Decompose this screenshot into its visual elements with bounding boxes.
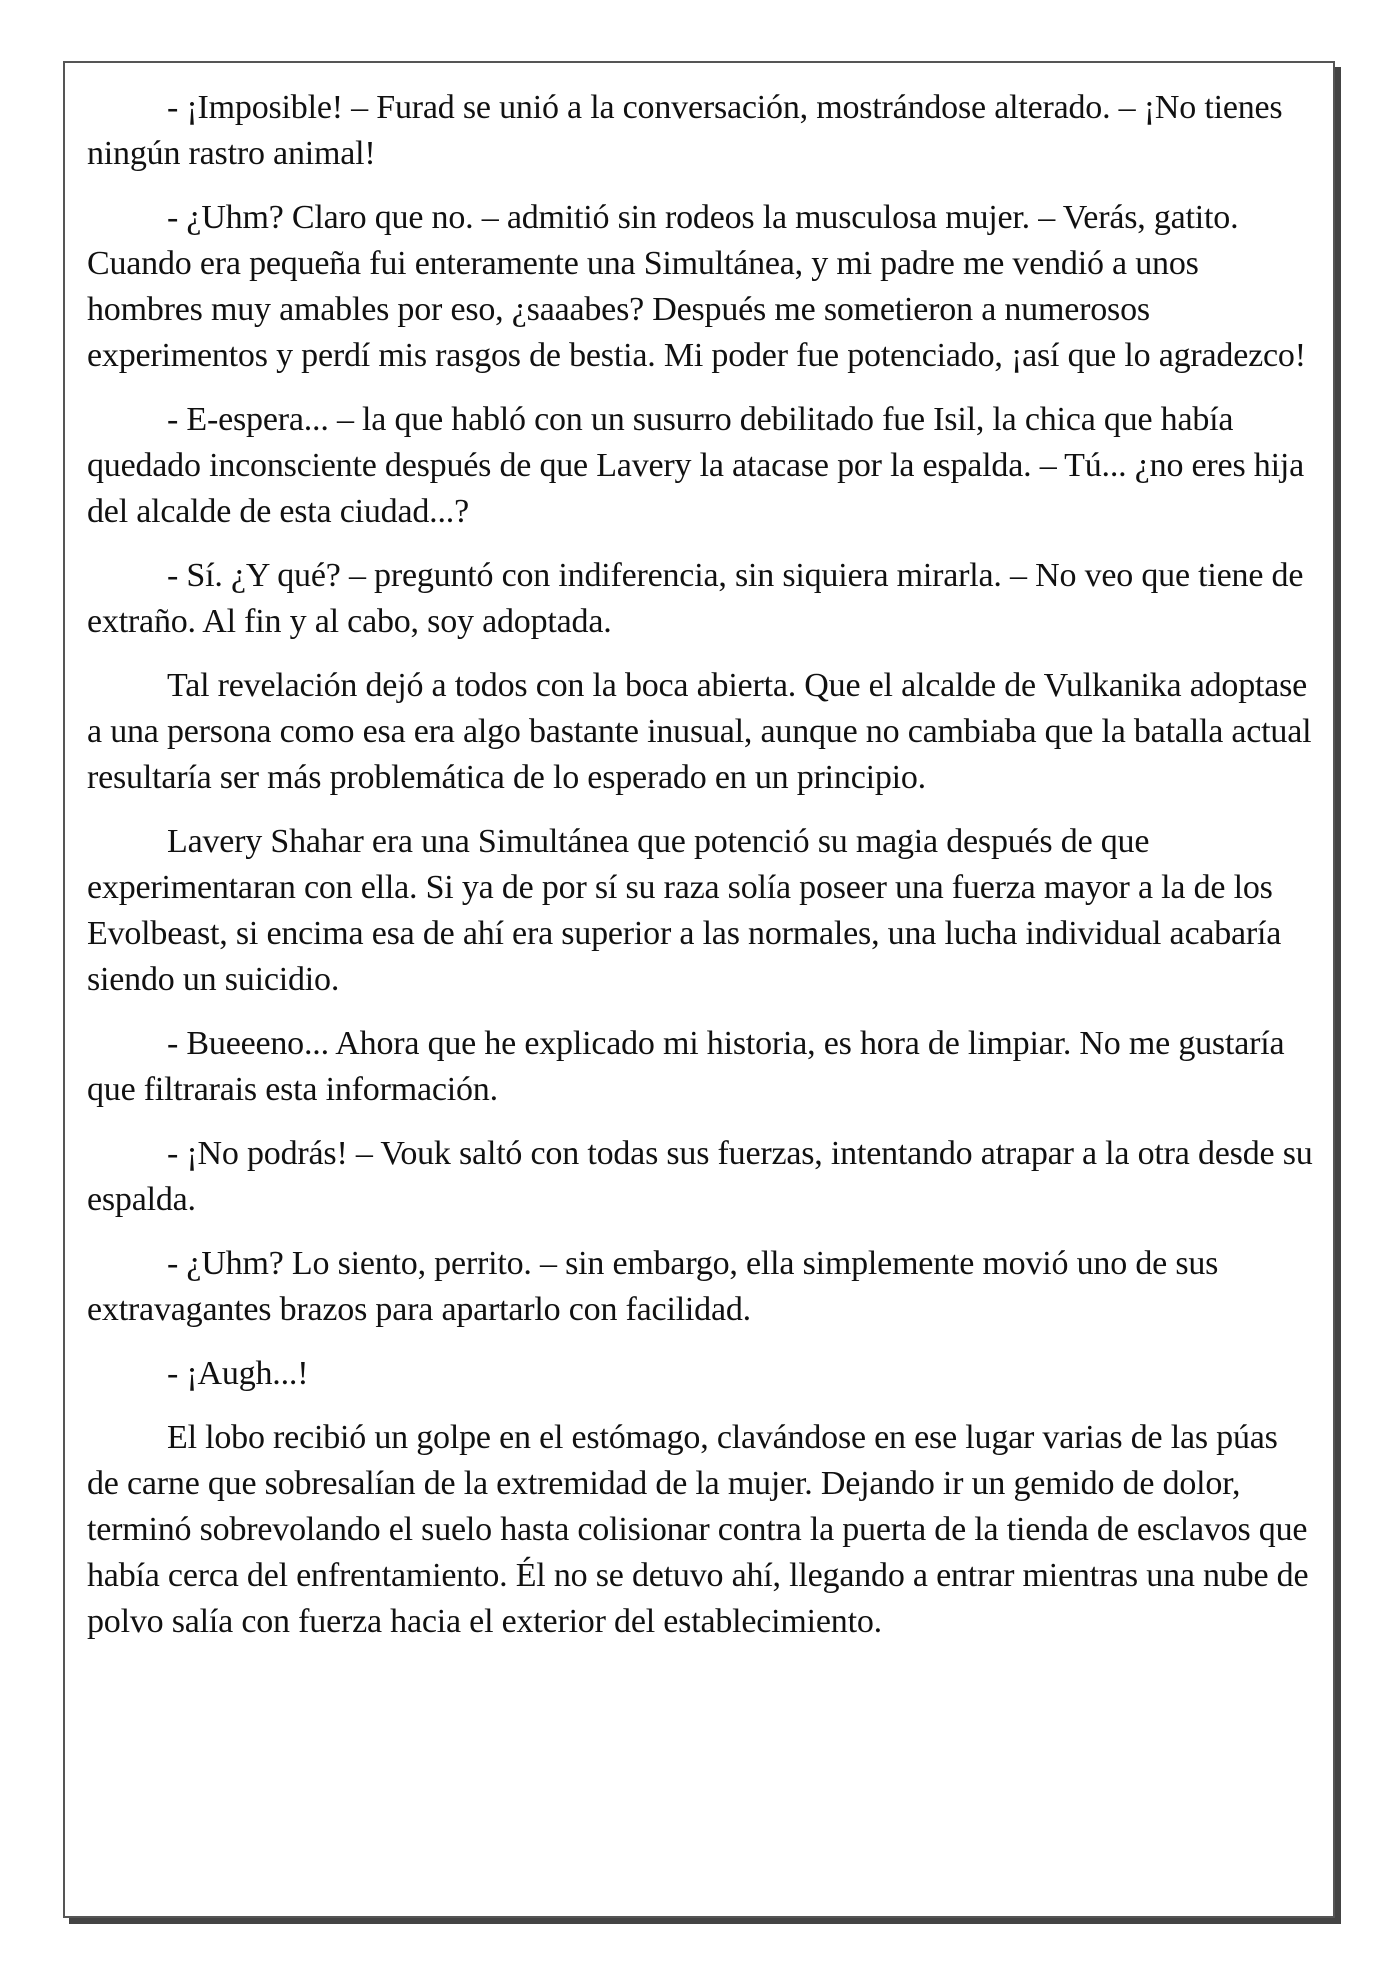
paragraph: - ¡No podrás! – Vouk saltó con todas sus fuerzas, intentando atrapar a la otra desde su espalda.: [87, 1135, 1313, 1218]
paragraph: - ¿Uhm? Lo siento, perrito. – sin embargo, ella simplemente movió uno de sus extravagantes brazos para apartarlo con facilidad.: [87, 1245, 1219, 1328]
paragraph: - Sí. ¿Y qué? – preguntó con indiferencia, sin siquiera mirarla. – No veo que tiene de extraño. Al fin y al cabo, soy adoptada.: [87, 557, 1304, 640]
page-frame: [63, 61, 1335, 1918]
paragraph: - Bueeeno... Ahora que he explicado mi historia, es hora de limpiar. No me gustaría que filtrarais esta información.: [87, 1025, 1285, 1108]
paragraph: - ¿Uhm? Claro que no. – admitió sin rodeos la musculosa mujer. – Verás, gatito. Cuando era pequeña fui enteramente una Simultánea, y mi padre me vendió a unos hombres muy amables por eso, ¿saaabes? Después me sometieron a numerosos experimentos y perdí mis rasgos de bestia. Mi poder fue potenciado, ¡así que lo agradezco!: [87, 199, 1306, 374]
page-text: [87, 85, 1317, 1663]
paragraph: - E-espera... – la que habló con un susurro debilitado fue Isil, la chica que había quedado inconsciente después de que Lavery la atacase por la espalda. – Tú... ¿no eres hija del alcalde de esta ciudad...?: [87, 401, 1304, 530]
paragraph: Lavery Shahar era una Simultánea que potenció su magia después de que experimentaran con ella. Si ya de por sí su raza solía poseer una fuerza mayor a la de los Evolbeast, si encima esa de ahí era superior a las normales, una lucha individual acabaría siendo un suicidio.: [87, 823, 1282, 998]
paragraph: - ¡Augh...!: [167, 1355, 309, 1392]
paragraph: - ¡Imposible! – Furad se unió a la conversación, mostrándose alterado. – ¡No tienes ningún rastro animal!: [87, 89, 1283, 172]
paragraph: Tal revelación dejó a todos con la boca abierta. Que el alcalde de Vulkanika adoptase a una persona como esa era algo bastante inusual, aunque no cambiaba que la batalla actual resultaría ser más problemática de lo esperado en un principio.: [87, 667, 1312, 796]
paragraph: El lobo recibió un golpe en el estómago, clavándose en ese lugar varias de las púas de carne que sobresalían de la extremidad de la mujer. Dejando ir un gemido de dolor, terminó sobrevolando el suelo hasta colisionar contra la puerta de la tienda de esclavos que había cerca del enfrentamiento. Él no se detuvo ahí, llegando a entrar mientras una nube de polvo salía con fuerza hacia el exterior del establecimiento.: [87, 1419, 1309, 1640]
